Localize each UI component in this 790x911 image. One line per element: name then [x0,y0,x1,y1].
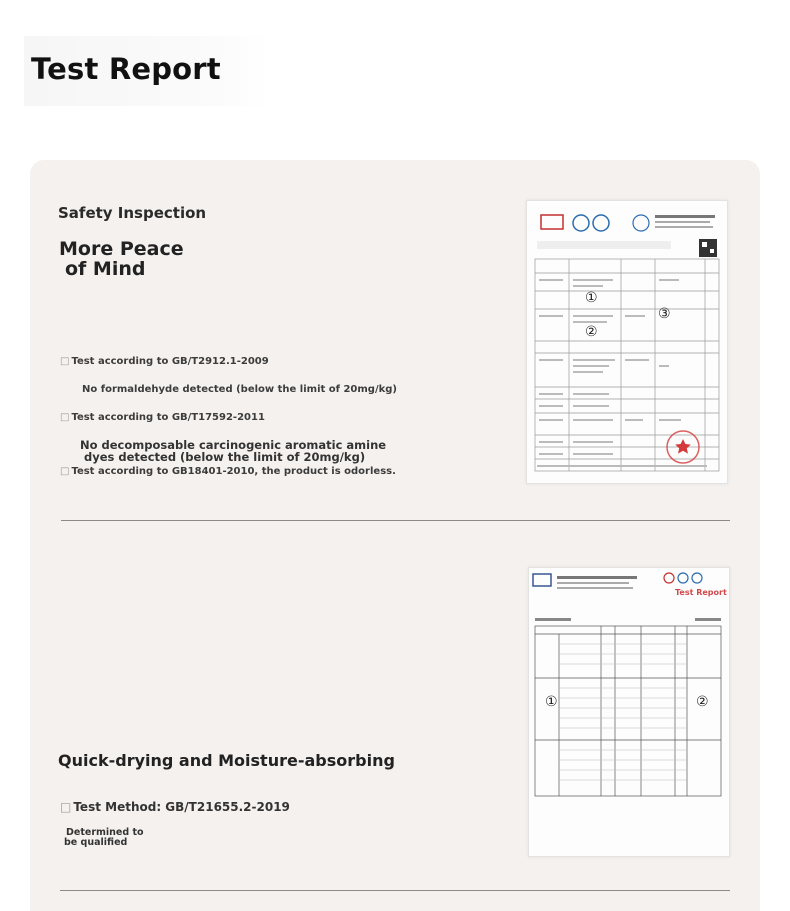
test-method-label: Test Method: GB/T21655.2-2019 [73,800,290,814]
test-item-2-result-line2: dyes detected (below the limit of 20mg/kg) [84,450,366,464]
quick-drying-report-image [528,567,730,857]
bullet-box-icon: □ [60,356,70,367]
section-divider-1 [61,520,730,521]
test-item-1-result: No formaldehyde detected (below the limit of 20mg/kg) [82,384,397,395]
test-item-2-standard: Test according to GB/T17592-2011 [71,412,265,423]
report-document-illustration [529,568,729,856]
test-item-1 [60,356,269,367]
report-marker-2: ② [585,324,598,340]
section-divider-2 [60,890,730,891]
test-item-2-result-line1: No decomposable carcinogenic aromatic amine [80,438,387,452]
report-marker-2: ② [696,694,709,710]
test-item-2 [60,412,265,423]
bullet-box-icon: □ [60,412,70,423]
bullet-box-icon: □ [60,466,70,477]
test-result-line1: Determined to [66,827,144,838]
section-heading-safety: Safety Inspection [58,204,207,222]
report-marker-1: ① [585,290,598,306]
section-subheading-line2: of Mind [65,258,146,280]
page-title: Test Report [31,52,221,86]
report-marker-1: ① [545,694,558,710]
test-item-1-standard: Test according to GB/T2912.1-2009 [71,356,269,367]
test-method [60,800,290,814]
test-item-3 [60,466,396,477]
section-heading-quick-drying: Quick-drying and Moisture-absorbing [58,751,395,770]
bullet-box-icon: □ [60,800,72,814]
report-document-illustration [527,201,727,483]
section-subheading-line1: More Peace [59,238,184,260]
report-marker-3: ③ [658,306,671,322]
report-header-label: Test Report [675,588,727,597]
test-item-3-standard: Test according to GB18401-2010, the product is odorless. [71,466,396,477]
test-result-line2: be qualified [64,837,128,848]
safety-report-image [526,200,728,484]
